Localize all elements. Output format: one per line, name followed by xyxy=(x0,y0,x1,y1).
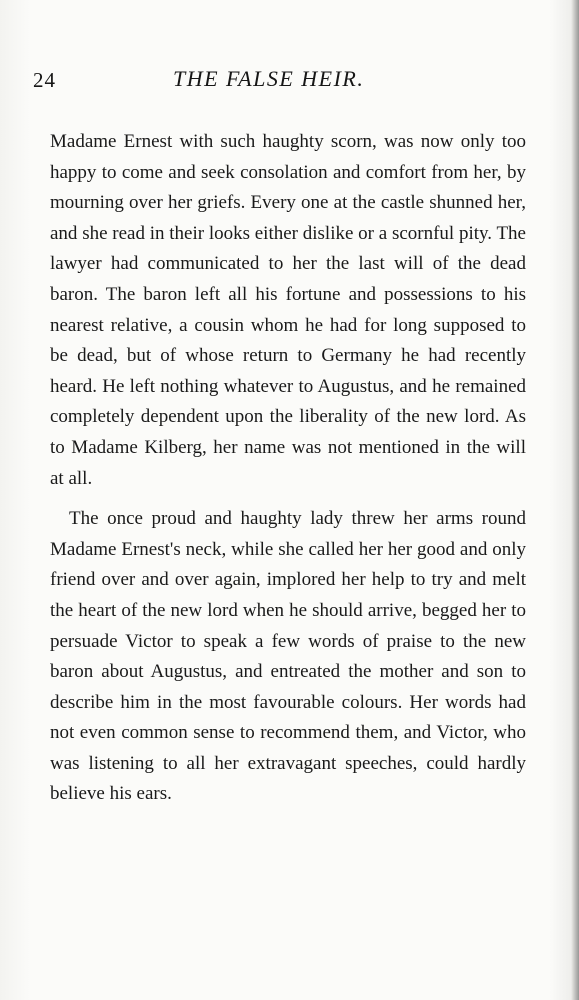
page-number: 24 xyxy=(33,68,56,92)
page-header xyxy=(33,64,533,104)
page-edge-shadow xyxy=(571,0,579,1000)
running-title: THE FALSE HEIR. xyxy=(173,66,365,91)
paragraph: The once proud and haughty lady threw her arms round Madame Ernest's neck, while she called her her good and only friend over and over again, implored her help to try and melt the heart of the new lord when he should arrive, begged her to persuade Victor to speak a few words of praise to the new baron about Augustus, and entreated the mother and son to describe him in the most favourable colours. Her words had not even common sense to recommend them, and Victor, who was listening to all her extravagant speeches, could hardly believe his ears. xyxy=(50,508,526,805)
paragraph-continued: Madame Ernest with such haughty scorn, was now only too happy to come and seek consolation and comfort from her, by mourning over her griefs. Every one at the castle shunned her, and she read in their looks either dislike or a scornful pity. The lawyer had communicated to her the last will of the dead baron. The baron left all his fortune and possessions to his nearest relative, a cousin whom he had for long supposed to be dead, but of whose return to Germany he had recently heard. He left nothing whatever to Augustus, and he remained completely dependent upon the liberality of the new lord. As to Madame Kilberg, her name was not mentioned in the will at all. xyxy=(50,131,526,489)
body-text xyxy=(50,127,526,810)
